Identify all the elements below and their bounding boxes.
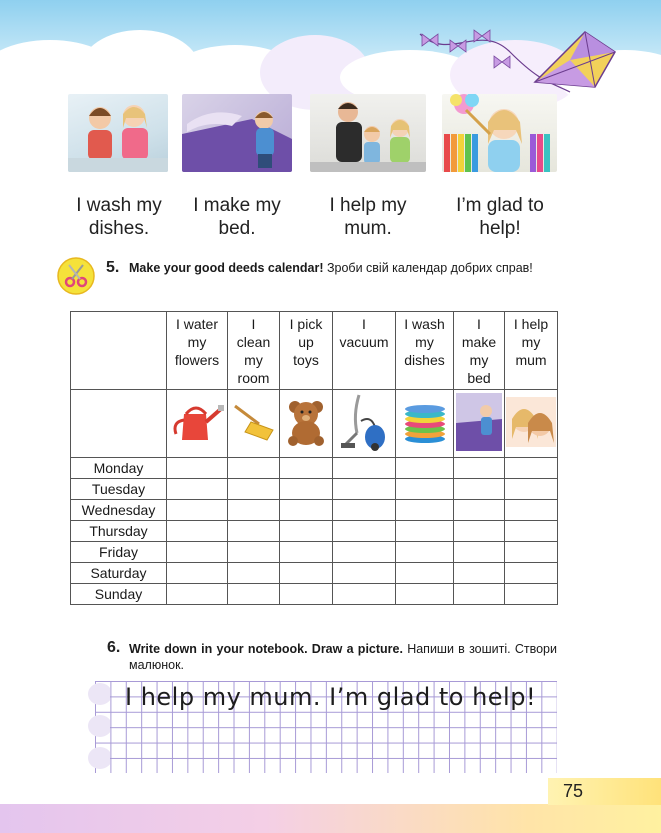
calendar-cell[interactable] xyxy=(396,521,454,542)
header-line: bed xyxy=(467,370,491,386)
calendar-cell[interactable] xyxy=(280,584,333,605)
day-label: Saturday xyxy=(71,563,167,584)
header-line: up xyxy=(298,334,314,350)
calendar-cell[interactable] xyxy=(505,584,558,605)
calendar-cell[interactable] xyxy=(167,542,228,563)
calendar-cell[interactable] xyxy=(396,542,454,563)
calendar-cell[interactable] xyxy=(454,584,505,605)
header-line: my xyxy=(469,352,489,368)
caption-help-mum xyxy=(303,194,433,240)
notebook-spiral xyxy=(80,682,110,776)
boy-making-bed-photo xyxy=(182,94,292,172)
header-line: flowers xyxy=(174,352,220,368)
calendar-cell[interactable] xyxy=(505,542,558,563)
calendar-cell[interactable] xyxy=(280,500,333,521)
kids-washing-dishes-photo xyxy=(68,94,168,172)
header-line: I wash xyxy=(404,316,445,332)
good-deeds-calendar xyxy=(70,311,558,605)
handwritten-sentence: I help my mum. I’m glad to help! xyxy=(125,683,537,711)
calendar-row-sunday xyxy=(71,584,558,605)
watering-can-cell xyxy=(167,390,228,458)
caption-line: I wash my xyxy=(76,195,162,216)
teddy-bear-icon xyxy=(283,398,329,446)
caption-line: I make my xyxy=(193,195,281,216)
column-header-clean-room xyxy=(228,312,280,390)
calendar-cell[interactable] xyxy=(333,584,396,605)
calendar-cell[interactable] xyxy=(505,563,558,584)
header-line: my xyxy=(415,334,434,350)
calendar-cell[interactable] xyxy=(505,500,558,521)
calendar-header-row xyxy=(71,312,558,390)
calendar-cell[interactable] xyxy=(228,458,280,479)
calendar-cell[interactable] xyxy=(454,563,505,584)
task-6-instruction xyxy=(129,641,557,673)
corner-cell xyxy=(71,390,167,458)
calendar-cell[interactable] xyxy=(228,521,280,542)
header-line: I pick xyxy=(289,316,323,332)
header-line: my xyxy=(187,334,207,350)
footer-band xyxy=(0,804,661,833)
header-line: I help xyxy=(513,316,549,332)
vacuum-cleaner-icon xyxy=(339,391,389,453)
calendar-cell[interactable] xyxy=(280,563,333,584)
day-label: Wednesday xyxy=(71,500,167,521)
caption-line: mum. xyxy=(344,218,392,239)
plates-icon xyxy=(402,399,448,445)
calendar-cell[interactable] xyxy=(396,563,454,584)
caption-line: I help my xyxy=(329,195,407,216)
calendar-cell[interactable] xyxy=(454,542,505,563)
calendar-cell[interactable] xyxy=(167,479,228,500)
header-line: toys xyxy=(293,352,319,368)
broom-icon xyxy=(231,402,277,442)
caption-line: I’m glad to xyxy=(456,195,544,216)
calendar-cell[interactable] xyxy=(396,500,454,521)
task-5-number: 5. xyxy=(106,259,120,276)
calendar-cell[interactable] xyxy=(454,458,505,479)
calendar-cell[interactable] xyxy=(228,500,280,521)
calendar-cell[interactable] xyxy=(280,458,333,479)
day-label: Sunday xyxy=(71,584,167,605)
task-5-ukrainian-text: Зроби свій календар добрих справ! xyxy=(323,261,533,275)
calendar-cell[interactable] xyxy=(396,479,454,500)
corner-cell xyxy=(71,312,167,390)
task-6-ukrainian-text: Напиши в зошиті. Створи малюнок. xyxy=(129,642,557,672)
header-line: mum xyxy=(515,352,547,368)
broom-cell xyxy=(228,390,280,458)
day-label: Friday xyxy=(71,542,167,563)
calendar-cell[interactable] xyxy=(228,563,280,584)
column-header-wash-dishes xyxy=(396,312,454,390)
bed-photo-icon xyxy=(456,393,502,451)
caption-wash-dishes xyxy=(54,194,184,240)
header-line: room xyxy=(237,370,270,386)
calendar-cell[interactable] xyxy=(333,479,396,500)
header-line: I water xyxy=(175,316,218,332)
calendar-cell[interactable] xyxy=(167,521,228,542)
calendar-row-thursday xyxy=(71,521,558,542)
caption-line: bed. xyxy=(218,218,256,239)
task-6-number: 6. xyxy=(107,639,121,656)
column-header-make-bed xyxy=(454,312,505,390)
calendar-row-wednesday xyxy=(71,500,558,521)
mum-photo-icon xyxy=(506,397,556,447)
caption-line: help! xyxy=(479,218,521,239)
header-line: I xyxy=(362,316,366,332)
calendar-cell[interactable] xyxy=(280,521,333,542)
task-5-instruction xyxy=(129,260,557,276)
caption-make-bed xyxy=(172,194,302,240)
girl-with-duster-photo xyxy=(442,94,557,172)
day-label: Tuesday xyxy=(71,479,167,500)
header-line: clean xyxy=(236,334,271,350)
calendar-cell[interactable] xyxy=(280,479,333,500)
caption-line: dishes. xyxy=(88,218,150,239)
calendar-cell[interactable] xyxy=(333,563,396,584)
calendar-row-saturday xyxy=(71,563,558,584)
calendar-picture-row xyxy=(71,390,558,458)
calendar-cell[interactable] xyxy=(167,563,228,584)
column-header-water-flowers xyxy=(167,312,228,390)
header-line: I xyxy=(251,316,256,332)
calendar-cell[interactable] xyxy=(333,542,396,563)
caption-glad-to-help xyxy=(435,194,565,240)
scissors-glue-icon xyxy=(56,256,96,296)
calendar-row-friday xyxy=(71,542,558,563)
calendar-cell[interactable] xyxy=(505,458,558,479)
calendar-row-monday xyxy=(71,458,558,479)
day-label: Thursday xyxy=(71,521,167,542)
header-line: vacuum xyxy=(339,334,389,350)
column-header-help-mum xyxy=(505,312,558,390)
task-6-bold-text: Write down in your notebook. Draw a picture. xyxy=(129,642,403,656)
calendar-cell[interactable] xyxy=(333,458,396,479)
teddy-bear-cell xyxy=(280,390,333,458)
family-in-kitchen-photo xyxy=(310,94,426,172)
header-line: make xyxy=(461,334,497,350)
calendar-cell[interactable] xyxy=(396,584,454,605)
header-line: my xyxy=(244,352,263,368)
column-header-pick-up-toys xyxy=(280,312,333,390)
calendar-cell[interactable] xyxy=(454,479,505,500)
day-label: Monday xyxy=(71,458,167,479)
calendar-cell[interactable] xyxy=(167,500,228,521)
header-line: dishes xyxy=(404,352,445,368)
calendar-cell[interactable] xyxy=(228,584,280,605)
calendar-cell[interactable] xyxy=(228,542,280,563)
calendar-cell[interactable] xyxy=(454,500,505,521)
plates-cell xyxy=(396,390,454,458)
calendar-cell[interactable] xyxy=(505,479,558,500)
page-number: 75 xyxy=(563,781,584,801)
calendar-cell[interactable] xyxy=(167,458,228,479)
calendar-cell[interactable] xyxy=(280,542,333,563)
calendar-cell[interactable] xyxy=(396,458,454,479)
kite-illustration xyxy=(410,22,620,102)
column-header-vacuum xyxy=(333,312,396,390)
calendar-cell[interactable] xyxy=(333,521,396,542)
calendar-cell[interactable] xyxy=(228,479,280,500)
mum-photo-cell xyxy=(505,390,558,458)
calendar-row-tuesday xyxy=(71,479,558,500)
vacuum-cell xyxy=(333,390,396,458)
task-5-bold-text: Make your good deeds calendar! xyxy=(129,261,324,275)
calendar-cell[interactable] xyxy=(167,584,228,605)
calendar-cell[interactable] xyxy=(333,500,396,521)
calendar-cell[interactable] xyxy=(454,521,505,542)
header-line: I xyxy=(477,316,481,332)
calendar-cell[interactable] xyxy=(505,521,558,542)
header-line: my xyxy=(521,334,541,350)
bed-photo-cell xyxy=(454,390,505,458)
watering-can-icon xyxy=(170,400,224,444)
